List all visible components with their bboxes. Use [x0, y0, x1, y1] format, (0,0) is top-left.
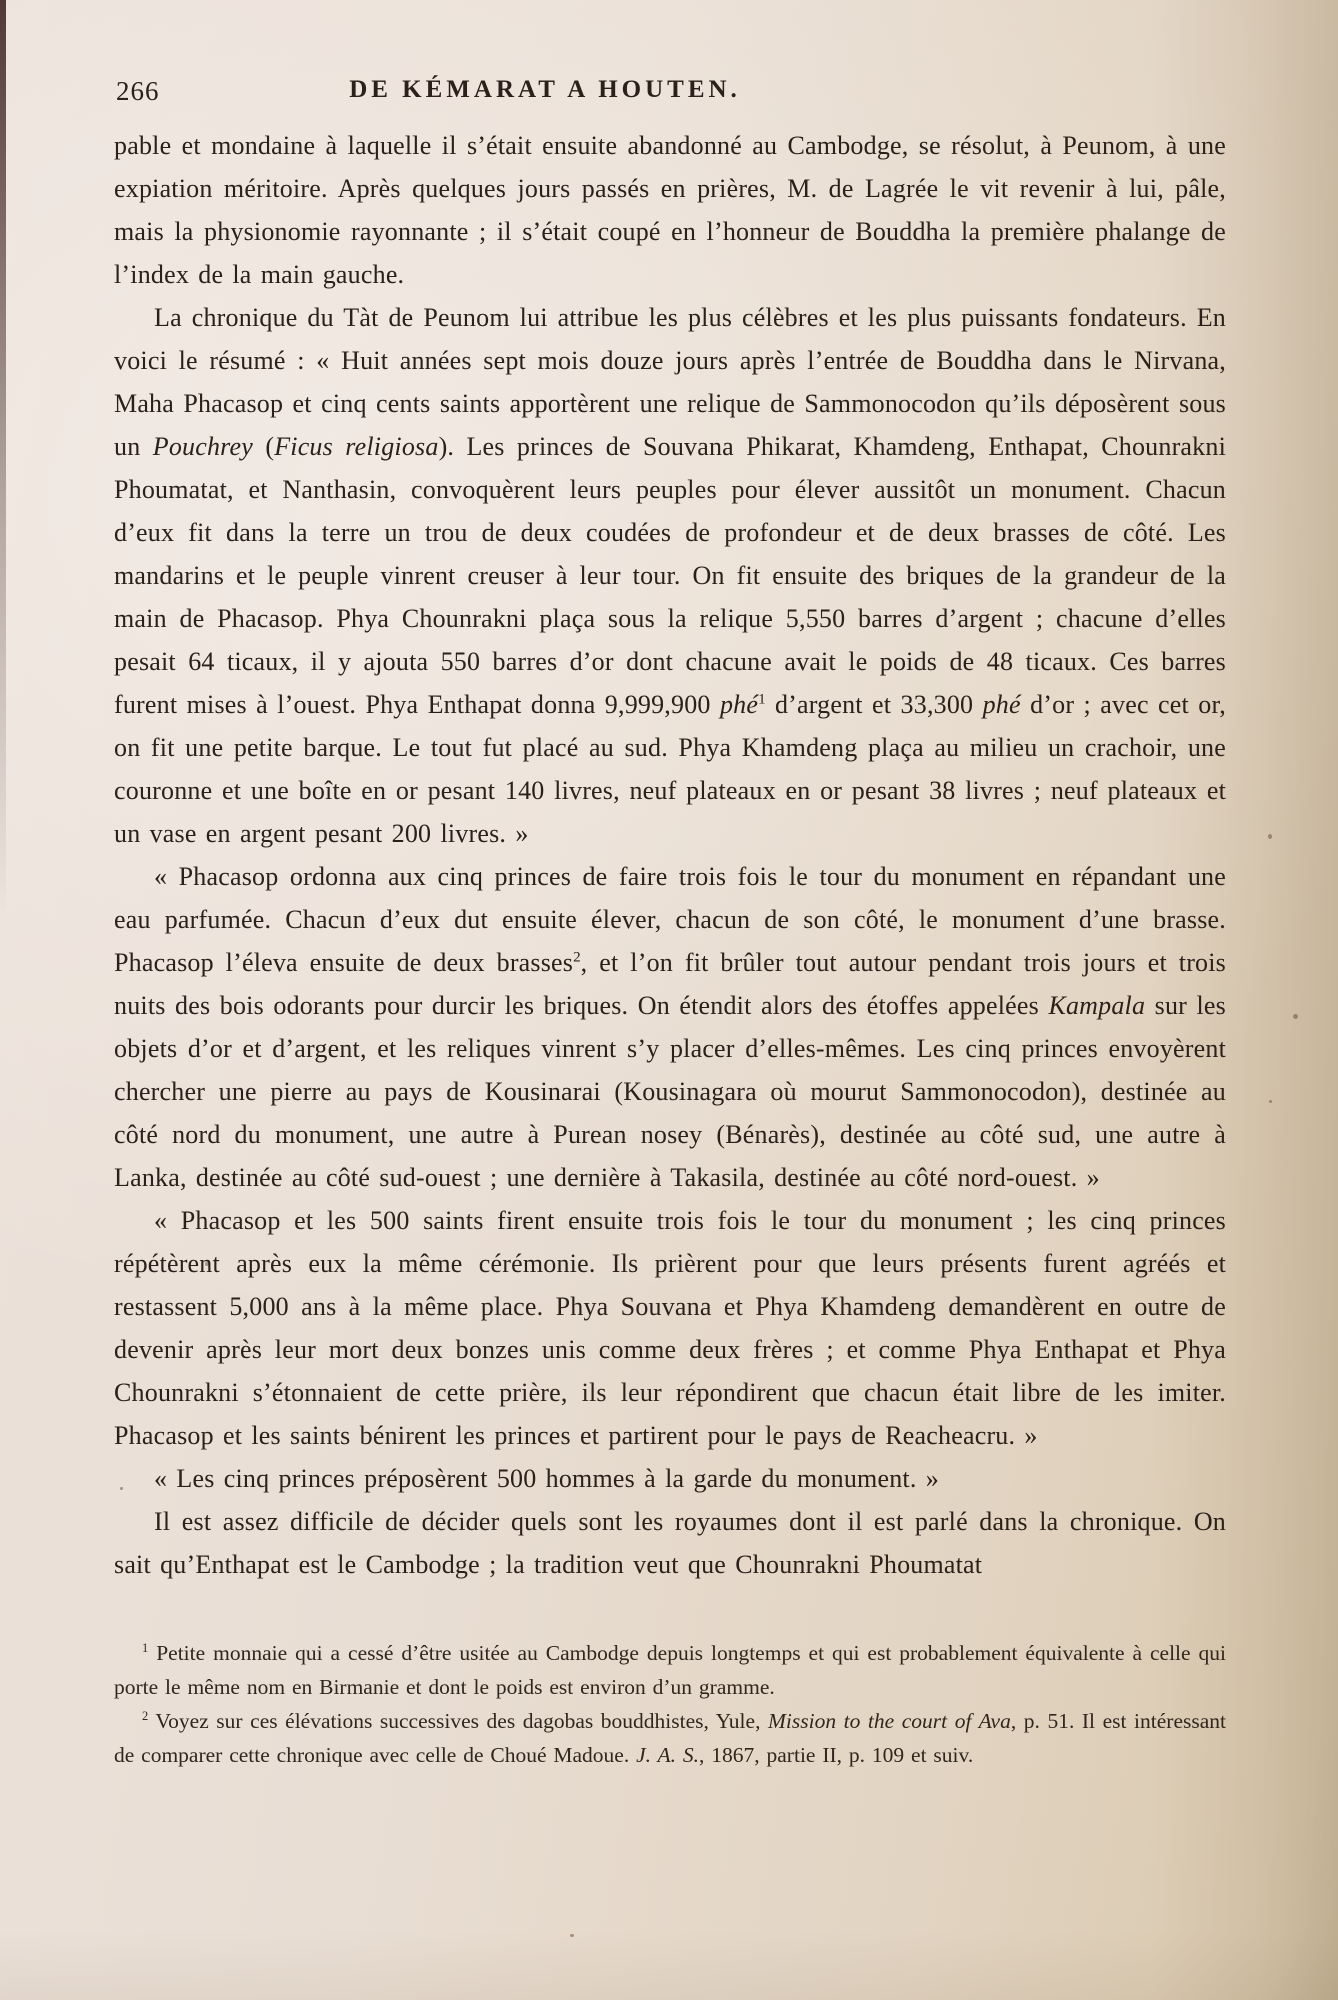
paragraph: Il est assez difficile de décider quels sont les royaumes dont il est parlé dans la chronique. On sait qu’Enthapat est le Cambodge ; la tradition veut que Chounrakni Phoumatat: [114, 1507, 1226, 1579]
running-title: DE KÉMARAT A HOUTEN.: [349, 76, 741, 103]
footnotes: [114, 1636, 1226, 1772]
paragraph: pable et mondaine à laquelle il s’était ensuite abandonné au Cambodge, se résolut, à Peunom, à une expiation méritoire. Après quelques jours passés en prières, M. de Lagrée le vit revenir à lui, pâle, mais la physionomie rayonnante ; il s’était coupé en l’honneur de Bouddha la première phalange de l’index de la main gauche.: [114, 131, 1226, 289]
paragraph: « Les cinq princes préposèrent 500 hommes à la garde du monument. »: [154, 1464, 939, 1493]
foxing-speck: [1268, 834, 1272, 839]
page-header: [114, 74, 1226, 110]
paragraph: « Phacasop et les 500 saints firent ensuite trois fois le tour du monument ; les cinq princes répétèrent après eux la même cérémonie. Ils prièrent pour que leurs présents furent agréés et restassent 5,000 ans à la même place. Phya Souvana et Phya Khamdeng demandèrent en outre de devenir après leur mort deux bonzes unis comme deux frères ; et comme Phya Enthapat et Phya Chounrakni s’étonnaient de cette prière, ils leur répondirent que chacun était libre de les imiter. Phacasop et les saints bénirent les princes et partirent pour le pays de Reacheacru. »: [114, 1206, 1226, 1450]
foxing-speck: [1269, 1100, 1272, 1103]
paragraph: La chronique du Tàt de Peunom lui attribue les plus célèbres et les plus puissants fondateurs. En voici le résumé : « Huit années sept mois douze jours après l’entrée de Bouddha dans le Nirvana, Maha Phacasop et cinq cents saints apportèrent une relique de Sammonocodon qu’ils déposèrent sous un Pouchrey (Ficus religiosa). Les princes de Souvana Phikarat, Khamdeng, Enthapat, Chounrakni Phoumatat, et Nanthasin, convoquèrent leurs peuples pour élever aussitôt un monument. Chacun d’eux fit dans la terre un trou de deux coudées de profondeur et de deux brasses de côté. Les mandarins et le peuple vinrent creuser à leur tour. On fit ensuite des briques de la grandeur de la main de Phacasop. Phya Chounrakni plaça sous la relique 5,550 barres d’argent ; chacune d’elles pesait 64 ticaux, il y ajouta 550 barres d’or dont chacune avait le poids de 48 ticaux. Ces barres furent mises à l’ouest. Phya Enthapat donna 9,999,900 phé$^1$ d’argent et 33,300 phé d’or ; avec cet or, on fit une petite barque. Le tout fut placé au sud. Phya Khamdeng plaça au milieu un crachoir, une couronne et une boîte en or pesant 140 livres, neuf plateaux en or pesant 38 livres ; neuf plateaux et un vase en argent pesant 200 livres. »: [114, 303, 1226, 848]
footnote: $^2$ Voyez sur ces élévations successives des dagobas bouddhistes, Yule, Mission to the court of Ava, p. 51. Il est intéressant de comparer cette chronique avec celle de Choué Madoue. J. A. S., 1867, partie II, p. 109 et suiv.: [114, 1708, 1226, 1767]
foxing-speck: [570, 1934, 574, 1937]
foxing-speck: [1293, 1014, 1298, 1019]
paragraph: « Phacasop ordonna aux cinq princes de faire trois fois le tour du monument en répandant une eau parfumée. Chacun d’eux dut ensuite élever, chacun de son côté, le monument d’une brasse. Phacasop l’éleva ensuite de deux brasses$^2$, et l’on fit brûler tout autour pendant trois jours et trois nuits des bois odorants pour durcir les briques. On étendit alors des étoffes appelées Kampala sur les objets d’or et d’argent, et les reliques vinrent s’y placer d’elles-mêmes. Les cinq princes envoyèrent chercher une pierre au pays de Kousinarai (Kousinagara où mourut Sammonocodon), destinée au côté nord du monument, une autre à Purean nosey (Bénarès), destinée au côté sud, une autre à Lanka, destinée au côté sud-ouest ; une dernière à Takasila, destinée au côté nord-ouest. »: [114, 862, 1226, 1192]
body-paragraphs: [114, 124, 1226, 1586]
footnote: $^1$ Petite monnaie qui a cessé d’être usitée au Cambodge depuis longtemps et qui est probablement équivalente à celle qui porte le même nom en Birmanie et dont le poids est environ d’un gramme.: [114, 1640, 1226, 1699]
page-number: 266: [116, 76, 160, 106]
type-block: [114, 74, 1226, 1772]
